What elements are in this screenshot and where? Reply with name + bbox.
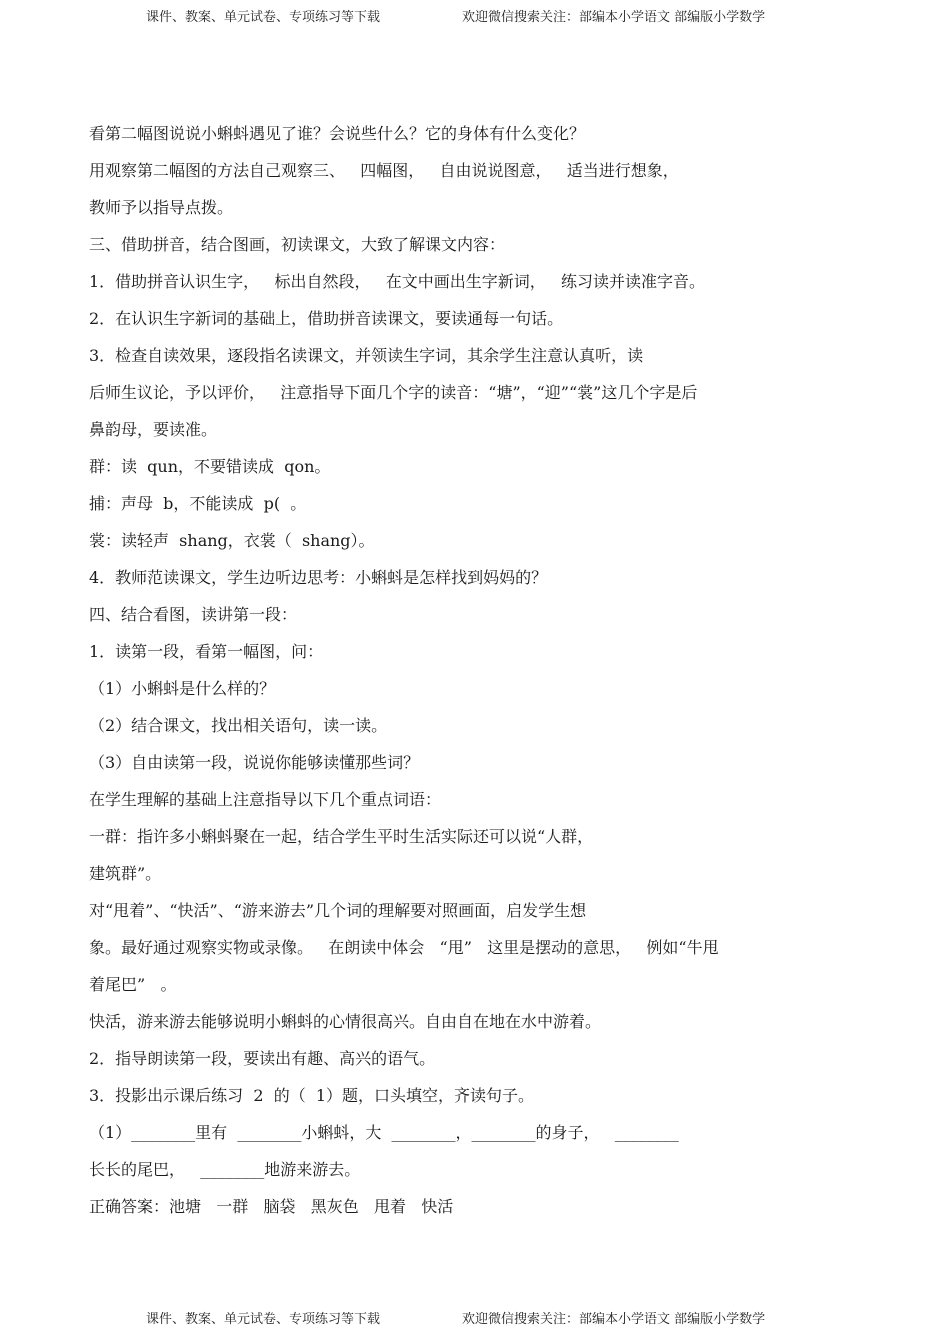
text-line: 对“甩着”、“快活”、“游来游去”几个词的理解要对照画面，启发学生想 [89, 901, 587, 920]
text-line: 捕：声母 b，不能读成 p( 。 [89, 494, 307, 513]
text-line: （1）小蝌蚪是什么样的？ [89, 679, 276, 698]
text-line: 建筑群”。 [89, 864, 162, 883]
section-heading: 三、借助拼音，结合图画，初读课文，大致了解课文内容： [89, 235, 506, 254]
section-heading: 四、结合看图，读讲第一段： [89, 605, 298, 624]
text-line: 看第二幅图说说小蝌蚪遇见了谁？会说些什么？它的身体有什么变化？ [89, 124, 586, 143]
text-line: 3．检查自读效果，逐段指名读课文，并领读生字词，其余学生注意认真听，读 [89, 346, 644, 365]
text-line: 1．借助拼音认识生字， 标出自然段， 在文中画出生字新词， 练习读并读准字音。 [89, 272, 705, 291]
text-line: （2）结合课文，找出相关语句，读一读。 [89, 716, 388, 735]
footer-right-text: 欢迎微信搜索关注：部编本小学语文 部编版小学数学 [462, 1312, 766, 1327]
text-line: 2．在认识生字新词的基础上，借助拼音读课文，要读通每一句话。 [89, 309, 564, 328]
text-line: 着尾巴” 。 [89, 975, 177, 994]
text-line: 鼻韵母，要读准。 [89, 420, 218, 439]
text-line: 一群：指许多小蝌蚪聚在一起，结合学生平时生活实际还可以说“人群， [89, 827, 594, 846]
text-line: 3．投影出示课后练习 2 的（ 1）题，口头填空，齐读句子。 [89, 1086, 535, 1105]
text-line: 教师予以指导点拨。 [89, 198, 234, 217]
text-line: （3）自由读第一段，说说你能够读懂那些词？ [89, 753, 420, 772]
text-line: 4．教师范读课文，学生边听边思考：小蝌蚪是怎样找到妈妈的？ [89, 568, 548, 587]
header-left-text: 课件、教案、单元试卷、专项练习等下载 [146, 10, 381, 25]
answer-line: 正确答案：池塘 一群 脑袋 黑灰色 甩着 快活 [89, 1197, 454, 1216]
header-right-text: 欢迎微信搜索关注：部编本小学语文 部编版小学数学 [462, 10, 766, 25]
page-footer [0, 1308, 950, 1328]
text-line: 在学生理解的基础上注意指导以下几个重点词语： [89, 790, 442, 809]
text-line: 快活，游来游去能够说明小蝌蚪的心情很高兴。自由自在地在水中游着。 [89, 1012, 602, 1031]
fill-in-blank-line: 长长的尾巴， ________地游来游去。 [89, 1160, 361, 1179]
text-line: 1．读第一段，看第一幅图，问： [89, 642, 324, 661]
text-line: 2．指导朗读第一段，要读出有趣、高兴的语气。 [89, 1049, 436, 1068]
fill-in-blank-line: （1）________里有 ________小蝌蚪，大 ________，________的身子， ________ [89, 1123, 679, 1142]
text-line: 象。最好通过观察实物或录像。 在朗读中体会 “甩” 这里是摆动的意思， 例如“牛甩 [89, 938, 719, 957]
text-line: 裳：读轻声 shang，衣裳（ shang）。 [89, 531, 375, 550]
footer-left-text: 课件、教案、单元试卷、专项练习等下载 [146, 1312, 381, 1327]
text-line: 用观察第二幅图的方法自己观察三、 四幅图， 自由说说图意， 适当进行想象， [89, 161, 679, 180]
text-line: 后师生议论，予以评价， 注意指导下面几个字的读音：“塘”，“迎”“裳”这几个字是后 [89, 383, 698, 402]
page-header [0, 6, 950, 26]
text-line: 群：读 qun，不要错读成 qon。 [89, 457, 331, 476]
